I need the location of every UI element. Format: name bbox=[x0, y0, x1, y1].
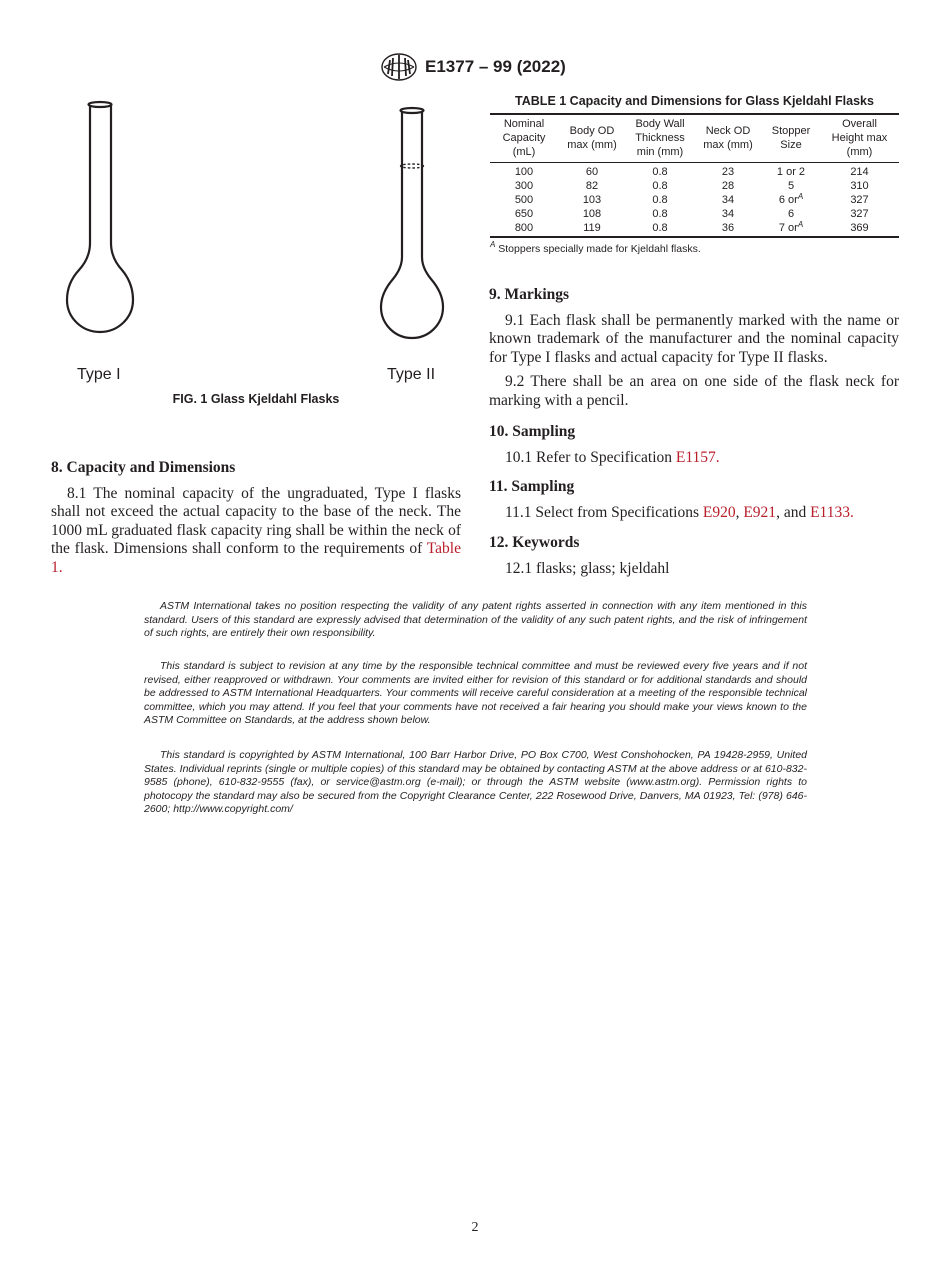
cell: 5 bbox=[787, 180, 795, 192]
section-9 bbox=[489, 286, 899, 410]
figure-caption: FIG. 1 Glass Kjeldahl Flasks bbox=[172, 392, 340, 406]
paragraph-9-1: 9.1 Each flask shall be permanently marked with the name or known trademark of the manufacturer and the nominal capacity for Type I flasks and actual capacity for Type II flasks. bbox=[489, 311, 899, 366]
cell: 0.8 bbox=[652, 194, 668, 206]
table-footnote: $^A$ Stoppers specially made for Kjeldahl flasks. bbox=[490, 240, 701, 255]
dimensions-table bbox=[490, 113, 899, 238]
cell: 1 or 2 bbox=[776, 166, 806, 178]
cell: 36 bbox=[694, 221, 762, 237]
table-row bbox=[490, 207, 899, 221]
cell: 0.8 bbox=[626, 221, 694, 237]
section-8-heading: 8. Capacity and Dimensions bbox=[51, 459, 236, 476]
footnote-marker: A bbox=[490, 240, 496, 249]
document-id: E1377 – 99 (2022) bbox=[425, 57, 566, 76]
type-2-label: Type II bbox=[387, 366, 436, 383]
cell: 23 bbox=[721, 166, 735, 178]
header-stopper-size: Stopper Size bbox=[762, 114, 820, 163]
type-2-flask-icon bbox=[381, 108, 443, 338]
cell: 327 bbox=[850, 208, 869, 220]
table-header-row bbox=[490, 114, 899, 163]
cell: 103 bbox=[582, 194, 602, 206]
flask-drawings bbox=[50, 95, 462, 385]
cell: 28 bbox=[721, 180, 735, 192]
section-11 bbox=[489, 478, 899, 522]
cell: 300 bbox=[514, 180, 534, 192]
cell: 650 bbox=[514, 208, 534, 220]
table-row bbox=[490, 163, 899, 180]
cell: 108 bbox=[582, 208, 602, 220]
paragraph-10-1: 10.1 Refer to Specification E1157. bbox=[505, 448, 720, 466]
paragraph-8-1: 8.1 The nominal capacity of the ungraduated, Type I flasks shall not exceed the actual capacity to the base of the neck. The 1000 mL graduated flask capacity ring shall be within the neck of the flask. Dimensions shall conform to the requirements of Table 1. bbox=[51, 484, 461, 576]
cell: 60 bbox=[585, 166, 599, 178]
type-1-flask-icon bbox=[67, 102, 133, 332]
paragraph-11-1: 11.1 Select from Specifications E920, E921, and E1133. bbox=[505, 503, 854, 521]
section-8 bbox=[51, 459, 461, 577]
patent-notice: ASTM International takes no position respecting the validity of any patent rights asserted in connection with any item mentioned in this standard. Users of this standard are expressly advised that determination of the validity of any such patent rights, and the risk of infringement of such rights, are entirely their own responsibility. bbox=[144, 600, 807, 639]
cell: 0.8 bbox=[652, 208, 668, 220]
table-1-link[interactable]: Table 1 bbox=[51, 540, 461, 576]
cell: 6 $or^A$ bbox=[778, 192, 804, 206]
cell: 500 bbox=[514, 194, 534, 206]
figure-kjeldahl-flasks bbox=[50, 95, 462, 410]
cell: 310 bbox=[850, 180, 869, 192]
table-row bbox=[490, 179, 899, 193]
copyright-notice: This standard is copyrighted by ASTM International, 100 Barr Harbor Drive, PO Box C700, West Conshohocken, PA 19428-2959, United States. Individual reprints (single or multiple copies) of this standard may be obtained by contacting ASTM at the above address or at 610-832-9585 (phone), 610-832-9555 (fax), or service@astm.org (e-mail); or through the ASTM website (www.astm.org). Permission rights to photocopy the standard may also be secured from the Copyright Clearance Center, 222 Rosewood Drive, Danvers, MA 01923, Tel: (978) 646-2600; http://www.copyright.com/ bbox=[144, 749, 807, 815]
section-9-heading: 9. Markings bbox=[489, 286, 570, 303]
cell: 82 bbox=[585, 180, 599, 192]
cell: 7 $or^A$ bbox=[762, 221, 820, 237]
e1133-link[interactable]: E1133 bbox=[810, 503, 850, 521]
cell: 369 bbox=[820, 221, 899, 237]
page-header bbox=[380, 52, 600, 82]
cell: 6 bbox=[787, 208, 795, 220]
section-12 bbox=[489, 534, 899, 578]
cell: 327 bbox=[850, 194, 869, 206]
header-nominal-capacity: Nominal Capacity (mL) bbox=[490, 114, 558, 163]
type-1-label: Type I bbox=[77, 366, 121, 383]
table-1 bbox=[490, 94, 899, 255]
table-title: TABLE 1 Capacity and Dimensions for Glass Kjeldahl Flasks bbox=[515, 94, 874, 108]
section-11-heading: 11. Sampling bbox=[489, 478, 575, 495]
header-overall-height: Overall Height max (mm) bbox=[820, 114, 899, 163]
cell: 0.8 bbox=[652, 180, 668, 192]
cell: 119 bbox=[558, 221, 626, 237]
table-row bbox=[490, 221, 899, 237]
e920-link[interactable]: E920 bbox=[702, 503, 736, 521]
section-10-heading: 10. Sampling bbox=[489, 423, 576, 440]
table-row bbox=[490, 193, 899, 207]
header-neck-od: Neck OD max (mm) bbox=[694, 114, 762, 163]
header-body-od: Body OD max (mm) bbox=[558, 114, 626, 163]
cell: 214 bbox=[850, 166, 869, 178]
cell: 34 bbox=[721, 208, 735, 220]
cell: 100 bbox=[514, 166, 534, 178]
header-body-wall: Body Wall Thickness min (mm) bbox=[626, 114, 694, 163]
section-12-heading: 12. Keywords bbox=[489, 534, 580, 551]
paragraph-9-2: 9.2 There shall be an area on one side of the flask neck for marking with a pencil. bbox=[489, 373, 899, 409]
e1157-link[interactable]: E1157 bbox=[675, 448, 716, 466]
revision-notice: This standard is subject to revision at any time by the responsible technical committee and must be reviewed every five years and if not revised, either reapproved or withdrawn. Your comments are invited either for revision of this standard or for additional standards and should be addressed to ASTM International Headquarters. Your comments will receive careful consideration at a meeting of the responsible technical committee, which you may attend. If you feel that your comments have not received a fair hearing you should make your views known to the ASTM Committee on Standards, at the address shown below. bbox=[144, 660, 807, 726]
footnote-marker: A bbox=[797, 220, 804, 229]
section-10 bbox=[489, 423, 899, 467]
e921-link[interactable]: E921 bbox=[743, 503, 777, 521]
footnote-marker: A bbox=[797, 192, 804, 201]
cell: 34 bbox=[721, 194, 735, 206]
astm-logo-icon bbox=[380, 52, 418, 82]
paragraph-12-1: 12.1 flasks; glass; kjeldahl bbox=[505, 559, 670, 577]
cell: 0.8 bbox=[652, 166, 668, 178]
page-number: 2 bbox=[471, 1220, 479, 1235]
cell: 800 bbox=[490, 221, 558, 237]
